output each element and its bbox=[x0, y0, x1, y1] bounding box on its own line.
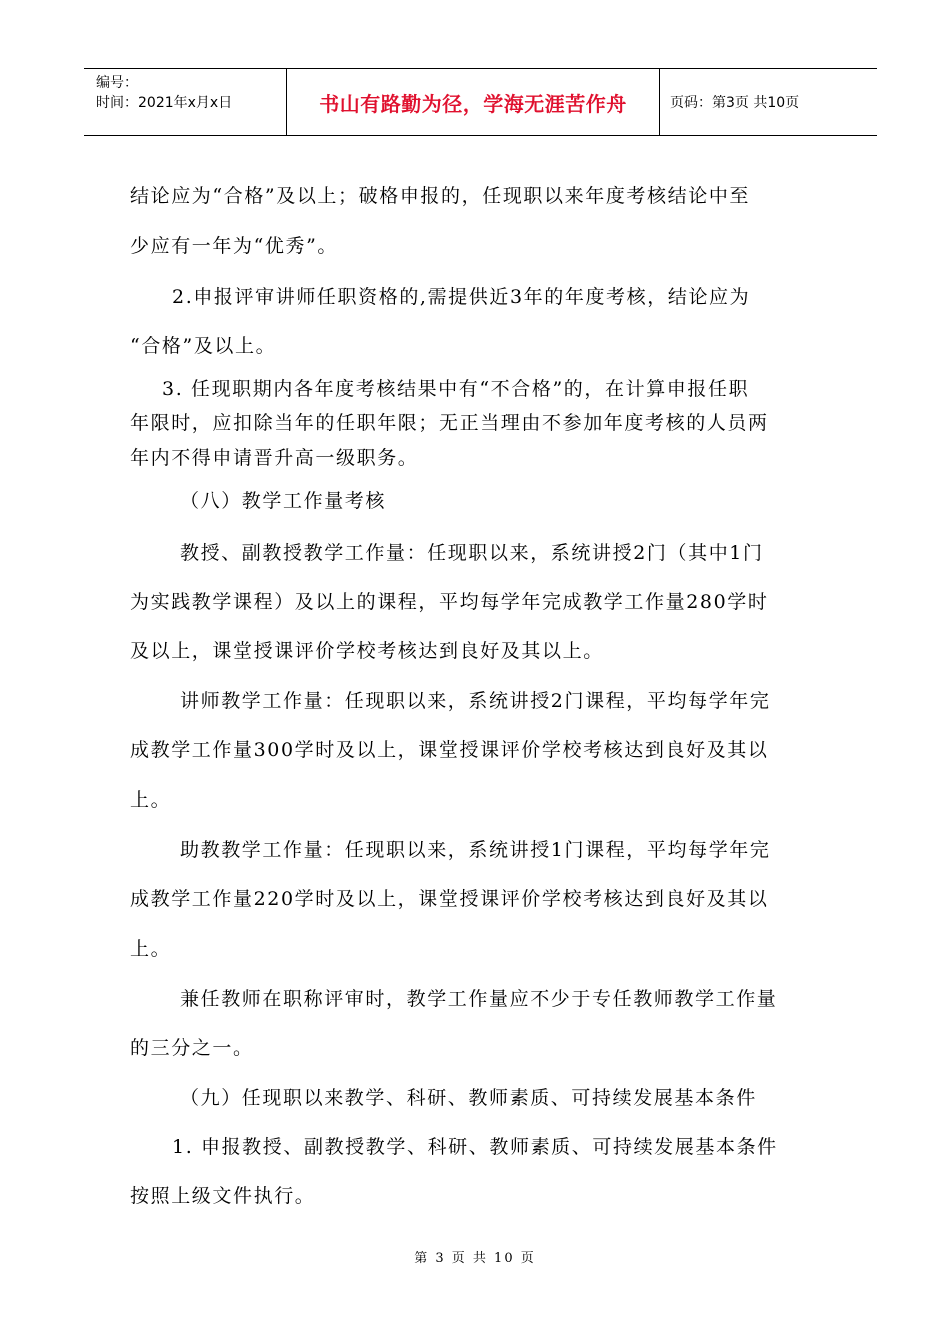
body-line: 讲师教学工作量：任现职以来，系统讲授2门课程，平均每学年完 bbox=[180, 690, 771, 712]
body-line: 结论应为“合格”及以上；破格申报的，任现职以来年度考核结论中至 bbox=[130, 185, 751, 207]
body-line: 年限时，应扣除当年的任职年限；无正当理由不参加年度考核的人员两 bbox=[130, 412, 769, 434]
body-line: 教授、副教授教学工作量：任现职以来，系统讲授2门（其中1门 bbox=[180, 542, 764, 564]
body-line: 按照上级文件执行。 bbox=[130, 1185, 316, 1207]
body-line: 助教教学工作量：任现职以来，系统讲授1门课程，平均每学年完 bbox=[180, 839, 771, 861]
body-line: 为实践教学课程）及以上的课程，平均每学年完成教学工作量280学时 bbox=[130, 591, 769, 613]
body-line: 少应有一年为“优秀”。 bbox=[130, 235, 339, 257]
body-line: “合格”及以上。 bbox=[130, 335, 277, 357]
body-line: 成教学工作量220学时及以上，课堂授课评价学校考核达到良好及其以 bbox=[130, 888, 769, 910]
header-meta bbox=[84, 69, 287, 135]
header-number-label: 编号： bbox=[96, 75, 138, 91]
header-page-info: 页码：第3页 共10页 bbox=[670, 95, 800, 111]
section-heading: （八）教学工作量考核 bbox=[180, 490, 387, 512]
page-footer: 第 3 页 共 10 页 bbox=[414, 1251, 536, 1266]
header-time-label: 时间：2021年x月x日 bbox=[96, 95, 233, 111]
document-header bbox=[84, 68, 877, 136]
body-line: 上。 bbox=[130, 938, 172, 960]
body-line: 2.申报评审讲师任职资格的,需提供近3年的年度考核，结论应为 bbox=[172, 286, 751, 308]
body-line: 年内不得申请晋升高一级职务。 bbox=[130, 447, 419, 469]
body-line: 的三分之一。 bbox=[130, 1037, 254, 1059]
body-line: 上。 bbox=[130, 789, 172, 811]
body-line: 兼任教师在职称评审时，教学工作量应不少于专任教师教学工作量 bbox=[180, 988, 778, 1010]
header-motto: 书山有路勤为径，学海无涯苦作舟 bbox=[287, 69, 660, 135]
body-line: 成教学工作量300学时及以上，课堂授课评价学校考核达到良好及其以 bbox=[130, 739, 769, 761]
body-line: 及以上，课堂授课评价学校考核达到良好及其以上。 bbox=[130, 640, 604, 662]
section-heading: （九）任现职以来教学、科研、教师素质、可持续发展基本条件 bbox=[180, 1087, 757, 1109]
body-line: 3. 任现职期内各年度考核结果中有“不合格”的，在计算申报任职 bbox=[162, 378, 750, 400]
body-line: 1. 申报教授、副教授教学、科研、教师素质、可持续发展基本条件 bbox=[172, 1136, 778, 1158]
